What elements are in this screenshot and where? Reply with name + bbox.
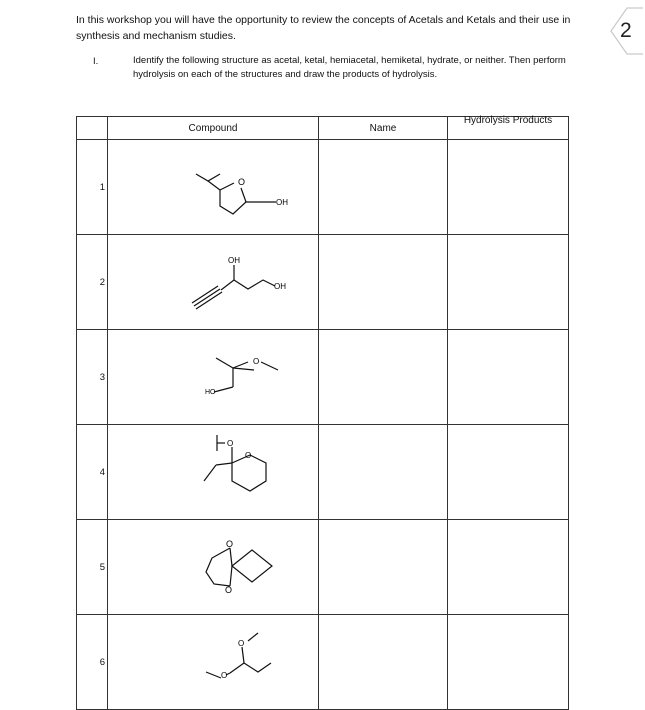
- products-cell[interactable]: [448, 140, 569, 235]
- atom-label: OH: [228, 256, 240, 265]
- compound-structure-5: [108, 520, 319, 615]
- atom-label: O: [221, 671, 228, 680]
- compound-table: [76, 116, 569, 710]
- atom-label: OH: [276, 198, 288, 207]
- name-cell[interactable]: [319, 615, 448, 710]
- table-row: [77, 330, 569, 425]
- row-number: 1: [77, 140, 108, 235]
- intro-paragraph: In this workshop you will have the opportunity to review the concepts of Acetals and Ketals and their use in synthesis and mechanism studies.: [76, 14, 571, 42]
- atom-label: O: [245, 451, 252, 460]
- atom-label: O: [238, 639, 245, 648]
- products-cell[interactable]: [448, 425, 569, 520]
- structure-drawing: [108, 330, 318, 419]
- atom-label: HO: [205, 389, 216, 396]
- header-name: Name: [319, 117, 448, 140]
- table-row: [77, 520, 569, 615]
- products-cell[interactable]: [448, 520, 569, 615]
- table-row: [77, 615, 569, 710]
- compound-structure-4: [108, 425, 319, 520]
- structure-drawing: [108, 520, 318, 609]
- compound-structure-6: [108, 615, 319, 710]
- table-row: [77, 140, 569, 235]
- name-cell[interactable]: [319, 425, 448, 520]
- products-cell[interactable]: [448, 235, 569, 330]
- row-number: 4: [77, 425, 108, 520]
- row-number: 5: [77, 520, 108, 615]
- atom-label: OH: [274, 282, 286, 291]
- name-cell[interactable]: [319, 330, 448, 425]
- atom-label: O: [227, 439, 234, 448]
- header-hydrolysis-label: Hydrolysis Products: [463, 115, 553, 126]
- compound-structure-3: [108, 330, 319, 425]
- name-cell[interactable]: [319, 140, 448, 235]
- products-cell[interactable]: [448, 330, 569, 425]
- structure-drawing: [108, 235, 318, 324]
- structure-drawing: [108, 425, 318, 514]
- compound-structure-2: [108, 235, 319, 330]
- row-number: 6: [77, 615, 108, 710]
- atom-label: O: [225, 585, 233, 595]
- table-header-row: [77, 117, 569, 140]
- name-cell[interactable]: [319, 520, 448, 615]
- header-hydrolysis: [448, 117, 569, 140]
- structure-drawing: [108, 615, 318, 704]
- atom-label: O: [238, 177, 246, 187]
- table-row: [77, 425, 569, 520]
- page-number-tab: [607, 6, 643, 56]
- atom-label: O: [226, 539, 234, 549]
- table-row: [77, 235, 569, 330]
- compound-structure-1: [108, 140, 319, 235]
- header-number: [77, 117, 108, 140]
- atom-label: O: [253, 357, 260, 366]
- row-number: 2: [77, 235, 108, 330]
- row-number: 3: [77, 330, 108, 425]
- page-number: 2: [620, 19, 632, 42]
- instructions: Identify the following structure as acetal, ketal, hemiacetal, hemiketal, hydrate, or neither. Then perform hydrolysis on each of the structures and draw the products of hydrolysis.: [133, 55, 566, 80]
- header-compound: Compound: [108, 117, 319, 140]
- products-cell[interactable]: [448, 615, 569, 710]
- structure-drawing: [108, 140, 318, 229]
- item-marker: I.: [93, 56, 99, 67]
- name-cell[interactable]: [319, 235, 448, 330]
